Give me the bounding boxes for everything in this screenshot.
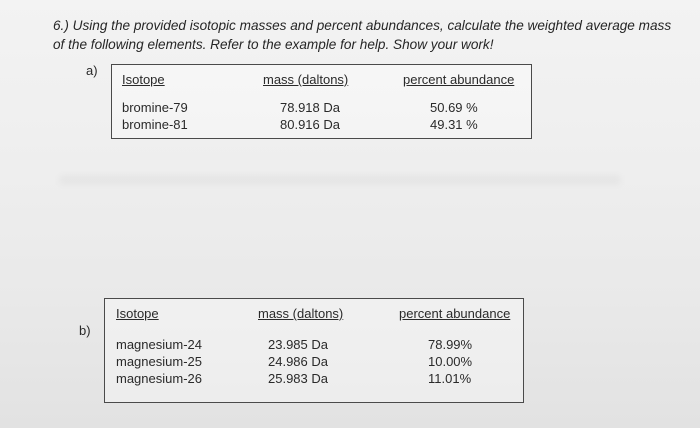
isotope-cell: magnesium-25	[116, 354, 202, 369]
bromine-isotope-table	[111, 64, 532, 139]
abundance-cell: 10.00%	[428, 354, 473, 369]
question-prompt: 6.) Using the provided isotopic masses and percent abundances, calculate the weighted average mass of the following elements. Refer to the example for help. Show your work!	[53, 18, 672, 52]
abundance-cell: 50.69 %	[430, 100, 478, 115]
isotope-column	[116, 336, 202, 387]
part-b-label: b)	[79, 323, 91, 338]
mass-cell: 24.986 Da	[268, 354, 328, 369]
abundance-cell: 49.31 %	[430, 117, 478, 132]
isotope-column	[122, 99, 188, 133]
isotope-cell: magnesium-24	[116, 337, 202, 352]
isotope-header: Isotope	[116, 306, 159, 321]
mass-header: mass (daltons)	[263, 72, 349, 87]
isotope-header: Isotope	[122, 72, 165, 87]
mass-cell: 78.918 Da	[280, 100, 340, 115]
abundance-cell: 11.01%	[428, 371, 472, 386]
magnesium-isotope-table	[104, 298, 524, 403]
isotope-cell: bromine-81	[122, 117, 188, 132]
mass-cell: 25.983 Da	[268, 371, 328, 386]
mass-column	[268, 336, 328, 387]
abundance-cell: 78.99%	[428, 337, 473, 352]
mass-header: mass (daltons)	[258, 306, 344, 321]
abundance-column	[428, 336, 472, 387]
mass-cell: 80.916 Da	[280, 117, 340, 132]
isotope-cell: magnesium-26	[116, 371, 202, 386]
mass-cell: 23.985 Da	[268, 337, 328, 352]
show-through-text	[60, 175, 620, 185]
abundance-column	[430, 99, 478, 133]
isotope-cell: bromine-79	[122, 100, 188, 115]
abundance-header: percent abundance	[399, 306, 511, 321]
mass-column	[280, 99, 340, 133]
part-a-label: a)	[86, 63, 98, 78]
abundance-header: percent abundance	[403, 72, 515, 87]
